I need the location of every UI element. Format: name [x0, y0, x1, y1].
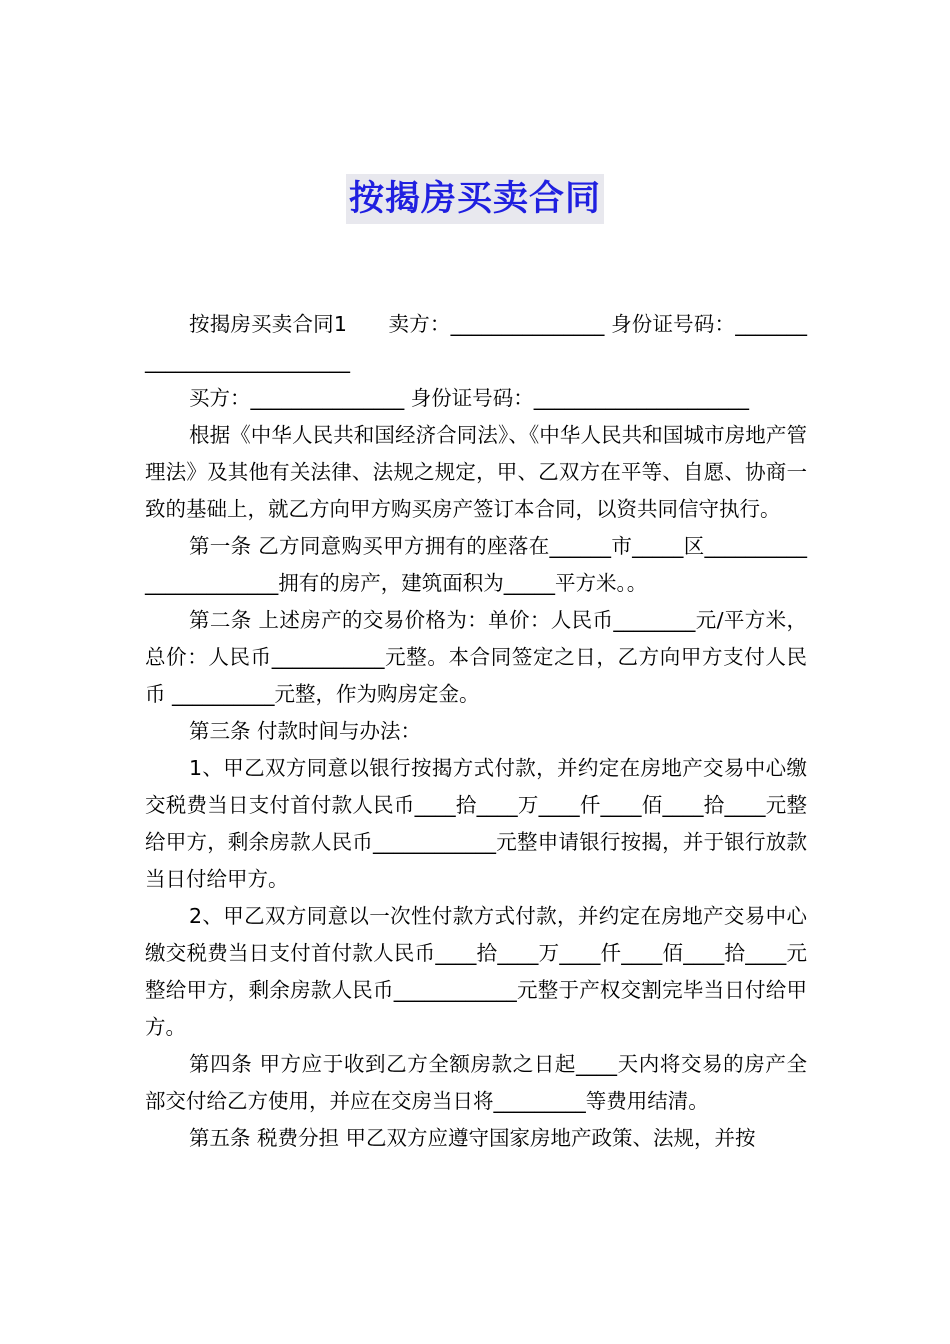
paragraph-article-5: 第五条 税费分担 甲乙双方应遵守国家房地产政策、法规，并按: [189, 1126, 756, 1150]
paragraph-article-1: 第一条 乙方同意购买甲方拥有的座落在______市_____区_______________________拥有的房产，建筑面积为_____平方米。。: [145, 534, 807, 595]
paragraph-article-4: 第四条 甲方应于收到乙方全额房款之日起____天内将交易的房产全部交付给乙方使用，并应在交房当日将_________等费用结清。: [145, 1052, 807, 1113]
paragraph-intro-seller: 按揭房买卖合同1 卖方：_______________ 身份证号码：___________________________: [145, 312, 807, 373]
document-body: [145, 306, 807, 1157]
paragraph-article-2: 第二条 上述房产的交易价格为：单价：人民币________元/平方米，总价：人民币___________元整。本合同签定之日，乙方向甲方支付人民币 __________元整，作为购房定金。: [145, 608, 807, 706]
paragraph-article-3-item-2: 2、甲乙双方同意以一次性付款方式付款，并约定在房地产交易中心缴交税费当日支付首付款人民币____拾____万____仟____佰____拾____元整给甲方，剩余房款人民币____________元整于产权交割完毕当日付给甲方。: [145, 904, 807, 1039]
paragraph-buyer: 买方：_______________ 身份证号码：_____________________: [189, 386, 750, 410]
paragraph-legal-basis: 根据《中华人民共和国经济合同法》、《中华人民共和国城市房地产管理法》及其他有关法律、法规之规定，甲、乙双方在平等、自愿、协商一致的基础上，就乙方向甲方购买房产签订本合同，以资共同信守执行。: [145, 423, 807, 521]
paragraph-article-3: 第三条 付款时间与办法：: [189, 719, 422, 743]
paragraph-article-3-item-1: 1、甲乙双方同意以银行按揭方式付款，并约定在房地产交易中心缴交税费当日支付首付款人民币____拾____万____仟____佰____拾____元整给甲方，剩余房款人民币____________元整申请银行按揭，并于银行放款当日付给甲方。: [145, 756, 807, 891]
title-container: [0, 174, 950, 224]
document-title: 按揭房买卖合同: [346, 174, 604, 224]
